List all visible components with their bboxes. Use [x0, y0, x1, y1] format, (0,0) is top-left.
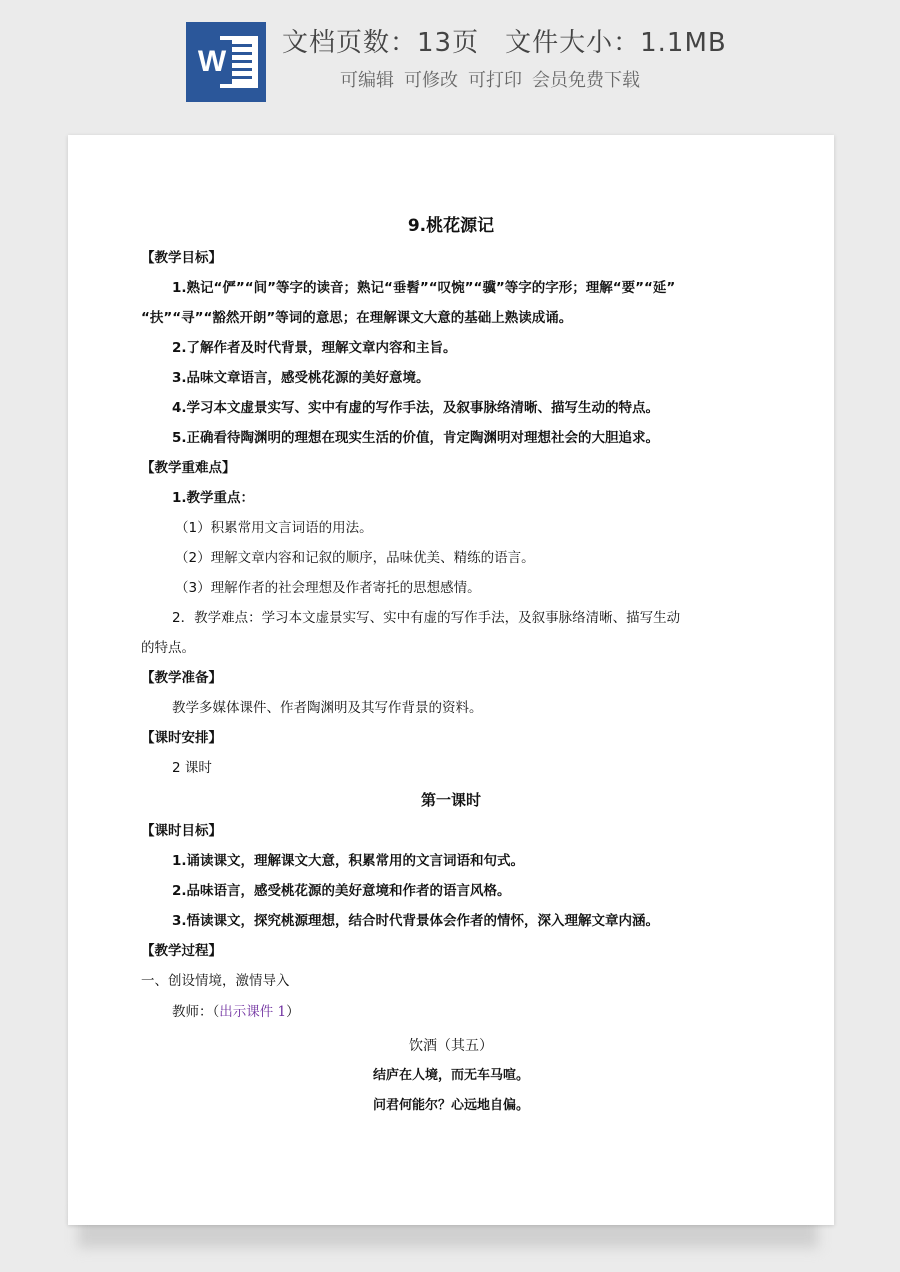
poem-title: 饮酒（其五） [409, 1038, 493, 1054]
process-step-1: 一、创设情境，激情导入 [141, 973, 290, 989]
schedule-hours: 2 课时 [172, 760, 212, 776]
key-point-3: （3）理解作者的社会理想及作者寄托的思想感情。 [175, 580, 481, 596]
page-count: 文档页数：13页 [282, 28, 480, 58]
goal-2: 2.了解作者及时代背景，理解文章内容和主旨。 [172, 340, 457, 356]
feature-editable: 可编辑 [340, 70, 394, 91]
courseware-ref: 出示课件 1 [219, 1004, 287, 1020]
lesson-goal-2: 2.品味语言，感受桃花源的美好意境和作者的语言风格。 [172, 883, 511, 899]
goal-1-line-1: 1.熟记“俨”“间”等字的读音；熟记“垂髫”“叹惋”“骥”等字的字形；理解“要”“延” [172, 280, 676, 296]
poem-line-1: 结庐在人境，而无车马喧。 [372, 1068, 529, 1083]
lesson-heading: 第一课时 [420, 791, 481, 809]
feature-printable: 可打印 [468, 70, 522, 91]
goal-1-line-2: “扶”“寻”“豁然开朗”等词的意思；在理解课文大意的基础上熟读成诵。 [141, 310, 573, 326]
file-size: 文件大小：1.1MB [505, 28, 727, 58]
feature-member-download: 会员免费下载 [532, 70, 640, 91]
difficulty-line-1: 2．教学难点：学习本文虚景实写、实中有虚的写作手法，及叙事脉络清晰、描写生动 [172, 610, 681, 626]
goal-3: 3.品味文章语言，感受桃花源的美好意境。 [172, 370, 430, 386]
teacher-label: 教师：（ [172, 1004, 220, 1020]
feature-list [340, 66, 640, 92]
section-key-points: 【教学重难点】 [141, 460, 236, 476]
document-page [68, 135, 834, 1225]
lesson-goal-1: 1.诵读课文，理解课文大意，积累常用的文言词语和句式。 [172, 853, 525, 869]
document-header [0, 0, 900, 125]
section-preparation: 【教学准备】 [141, 670, 222, 686]
section-process: 【教学过程】 [141, 943, 222, 959]
document-title: 9.桃花源记 [407, 216, 495, 236]
section-schedule: 【课时安排】 [141, 730, 222, 746]
preparation-text: 教学多媒体课件、作者陶渊明及其写作背景的资料。 [172, 700, 483, 716]
section-teaching-goals: 【教学目标】 [141, 250, 222, 266]
key-point-2: （2）理解文章内容和记叙的顺序，品味优美、精练的语言。 [175, 550, 535, 566]
section-lesson-goals: 【课时目标】 [141, 823, 222, 839]
lesson-goal-3: 3.悟读课文，探究桃源理想，结合时代背景体会作者的情怀，深入理解文章内涵。 [172, 913, 660, 929]
teacher-line [172, 1002, 300, 1022]
close-paren: ） [286, 1004, 300, 1020]
word-document-icon [186, 22, 266, 102]
difficulty-line-2: 的特点。 [141, 640, 195, 656]
key-point-heading: 1.教学重点： [172, 490, 255, 506]
feature-modifiable: 可修改 [404, 70, 458, 91]
poem-line-2: 问君何能尔？心远地自偏。 [372, 1098, 529, 1113]
goal-4: 4.学习本文虚景实写、实中有虚的写作手法，及叙事脉络清晰、描写生动的特点。 [172, 400, 660, 416]
goal-5: 5.正确看待陶渊明的理想在现实生活的价值，肯定陶渊明对理想社会的大胆追求。 [172, 430, 660, 446]
key-point-1: （1）积累常用文言词语的用法。 [175, 520, 373, 536]
word-letter: W [192, 40, 232, 84]
file-info [282, 22, 727, 59]
